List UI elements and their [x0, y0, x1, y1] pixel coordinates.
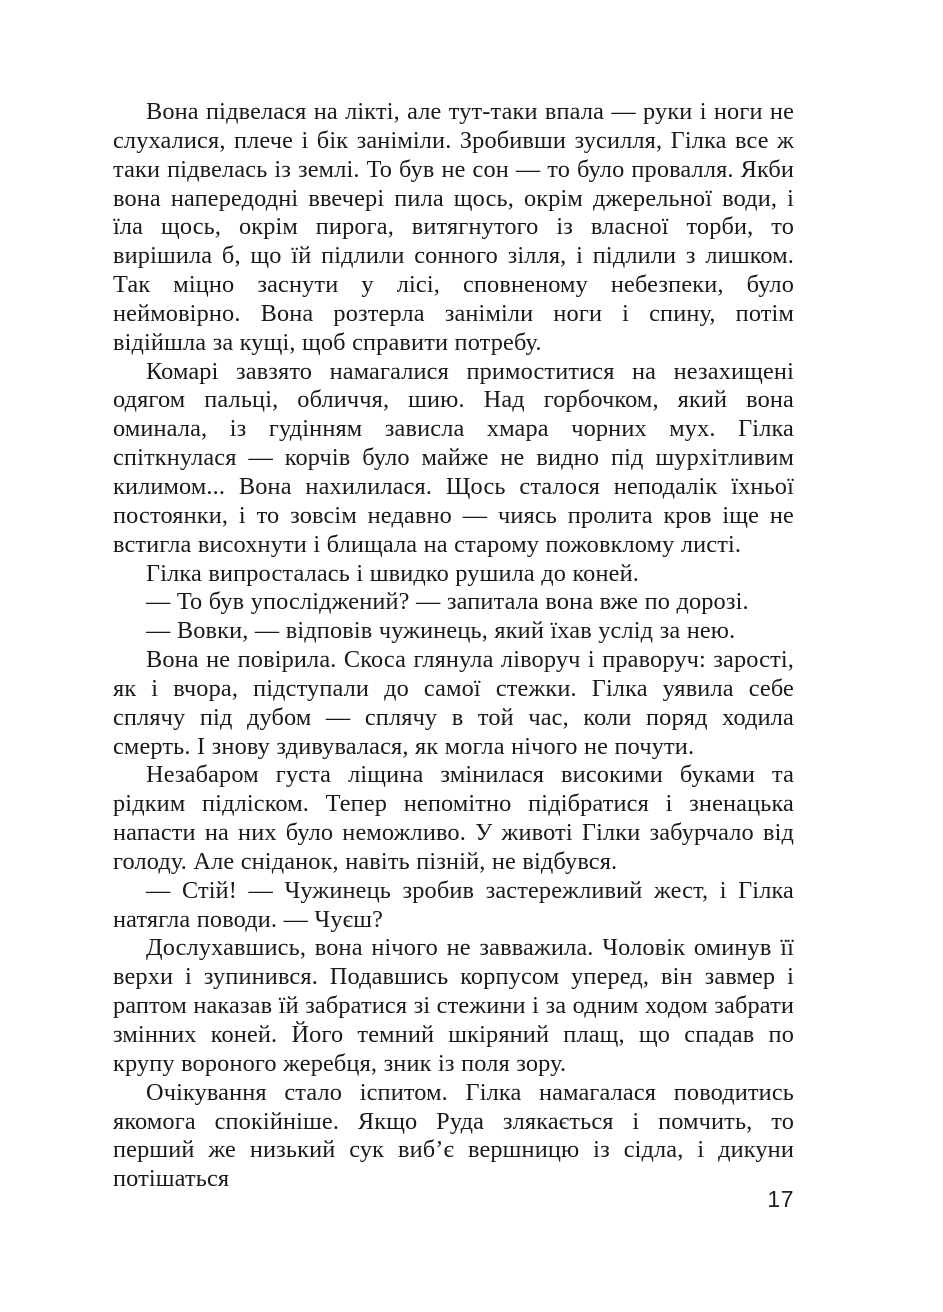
paragraph: Дослухавшись, вона нічого не завважила. Чоловік оминув її верхи і зупинився. Подавшись корпусом уперед, він завмер і раптом наказав їй забратися зі стежини і за одним ходом забрати змінних коней. Його темний шкіряний плащ, що спадав по крупу вороного жеребця, зник із поля зору. — [113, 934, 794, 1077]
page-number: 17 — [767, 1186, 794, 1212]
paragraph: Комарі завзято намагалися примоститися на незахищені одягом пальці, обличчя, шию. Над горбочком, який вона оминала, із гудінням зависла хмара чорних мух. Гілка спіткнулася — корчів було майже не видно під шурхітливим килимом... Вона нахилилася. Щось сталося неподалік їхньої постоянки, і то зовсім недавно — чиясь пролита кров іще не встигла висохнути і блищала на старому пожовклому листі. — [113, 357, 794, 558]
paragraph: Очікування стало іспитом. Гілка намагалася поводитись якомога спокійніше. Якщо Руда злякається і помчить, то перший же низький сук виб’є вершницю із сідла, і дикуни потішаться — [113, 1078, 794, 1193]
dialogue-line: — Стій! — Чужинець зробив застережливий жест, і Гілка натягла поводи. — Чуєш? — [113, 876, 794, 933]
paragraph: Вона не повірила. Скоса глянула ліворуч і праворуч: зарості, як і вчора, підступали до самої стежки. Гілка уявила себе сплячу під дубом — сплячу в той час, коли поряд ходила смерть. І знову здивувалася, як могла нічого не почути. — [113, 646, 794, 760]
paragraph: Гілка випросталась і швидко рушила до коней. — [146, 559, 639, 587]
page-text-block — [113, 98, 794, 1194]
paragraph: Незабаром густа ліщина змінилася високими буками та рідким підліском. Тепер непомітно підібратися і зненацька напасти на них було неможливо. У животі Гілки забурчало від голоду. Але сніданок, навіть пізній, не відбувся. — [113, 761, 794, 875]
paragraph: Вона підвелася на лікті, але тут-таки впала — руки і ноги не слухалися, плече і бік заніміли. Зробивши зусилля, Гілка все ж таки підвелась із землі. То був не сон — то було провалля. Якби вона напередодні ввечері пила щось, окрім джерельної води, і їла щось, окрім пирога, витягнутого із власної торби, то вирішила б, що їй підлили сонного зілля, і підлили з лишком. Так міцно заснути у лісі, сповненому небезпеки, було неймовірно. Вона розтерла заніміли ноги і спину, потім відійшла за кущі, щоб справити потребу. — [113, 98, 794, 356]
dialogue-line: — Вовки, — відповів чужинець, який їхав услід за нею. — [146, 617, 736, 645]
dialogue-line: — То був упосліджений? — запитала вона вже по дорозі. — [146, 588, 749, 616]
